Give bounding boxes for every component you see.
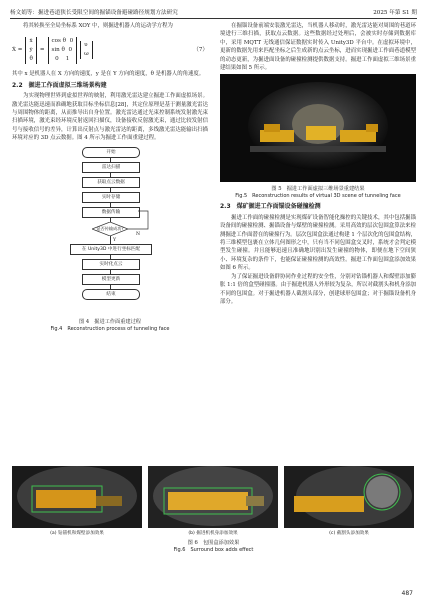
flow-realtime: 实时化点云 xyxy=(82,259,140,270)
flow-get-cloud: 获取点云数据 xyxy=(82,177,140,188)
figure-5-caption-en: Fig.5 Reconstruction results of virtual 3D scene of tunneling face xyxy=(235,193,401,200)
figure-5-scene-image xyxy=(220,74,416,182)
paragraph: 为了保证掘进设备群协同作业过程的安全性，分别对钻锚机器人和煤壁添加膨胀 1:1 倍的盒型碰撞器。由于掘进机器人外形较为复杂，所以对截割头和机身添加不同的包围盒。对于掘进机器人截割头部分，创建球形包围盒；对于掘锚设备机身部分。 xyxy=(220,273,416,305)
flow-end: 结束 xyxy=(82,289,140,300)
flow-arrow xyxy=(110,284,111,289)
figure-6 xyxy=(12,466,415,554)
page-number: 487 xyxy=(401,590,413,597)
equation-number: （7） xyxy=(193,47,208,54)
tunnel-render xyxy=(220,74,416,182)
figure-6-c-caption: (c) 截割头添加效果 xyxy=(329,531,369,536)
flow-decision: 是否传输成功? xyxy=(96,225,124,231)
paragraph: 为实现物理世界到虚拟世界的映射，利用激光雷达建立掘进工作面虚拟场景。激光雷达能迅速而准确地获取目标坐标信息[28]，其定位原理是基于测量激光雷达与周围物体的距离，从而推导出自身位置。激光雷达通过光束控制系统发射激光束扫描环境，激光束经环境反射返回扫描仪，设备接收反射激光束，通过比较发射信号与接收信号的差异，计算出反射点与激光雷达的距离，多线激光雷达能输出扫描环境对应的 3D 点云数据。图 4 所示为掘进工作面重建过程。 xyxy=(12,93,208,142)
flow-unity: 在 Unity3D 中进行坐标匹配 xyxy=(70,244,152,255)
figure-6-panels xyxy=(12,466,415,536)
flow-model: 模型更新 xyxy=(82,274,140,285)
figure-6-b-image xyxy=(148,466,278,528)
paragraph: 其中 x 是机器人在 X 方向的速度，y 是在 Y 方向的速度，θ 是机器人的角速度。 xyxy=(12,71,205,78)
figure-6-caption-en: Fig.6 Surround box adds effect xyxy=(173,547,254,553)
section-heading-2-2: 2.2 掘进工作面虚拟三维场景构建 xyxy=(12,81,107,89)
figure-6-c-image xyxy=(284,466,414,528)
left-column xyxy=(12,22,208,333)
flow-no-label: N xyxy=(136,231,141,237)
figure-6-b xyxy=(148,466,278,536)
figure-6-a xyxy=(12,466,142,536)
right-column xyxy=(220,22,416,306)
flow-process: 数据传输 xyxy=(82,207,140,218)
flow-no-loop xyxy=(128,207,158,231)
figure-4-flowchart xyxy=(12,147,208,317)
header-issue: 2025 年第 S1 期 xyxy=(373,10,417,16)
figure-5-caption-cn: 图 5 掘进工作面虚拟三维场景重建结果 xyxy=(271,186,365,193)
equation-7 xyxy=(12,32,208,68)
figure-4-caption-cn: 图 4 掘进工作面重建过程 xyxy=(78,318,141,325)
flow-start: 开始 xyxy=(82,147,140,158)
figure-6-a-caption: (a) 钻锚机和煤壁添加效果 xyxy=(50,531,104,536)
header-title: 杨文娟等：掘进巷道狭长受限空间的掘锚设备避碰路径规划方法研究 xyxy=(10,10,178,16)
flow-scan: 雷达扫描 xyxy=(82,162,140,173)
paragraph: 在掘锚设备前端安装激光雷达，当机器人移动时，激光雷达能对周围的巷道环境进行三维扫描，获取点云数据。这些数据经过处理后，会被实时存储到数据库中，采用 MQTT 无线通信保证数据实时传入 Unity3D 平台中。在虚拟环境中，更新的数据先用来匹配坐标之后生成新的点云坐标，进而实现掘进工作面巷道模型的动态更新，为掘进面设备的碰撞检测提供数据支持。掘进工作面虚拟三维场景重建结果如图 5 所示。 xyxy=(220,23,416,72)
figure-6-a-image xyxy=(12,466,142,528)
figure-6-c xyxy=(284,466,414,536)
figure-6-b-caption: (b) 掘进机机身添加效果 xyxy=(188,531,238,536)
flow-save: 实时存储 xyxy=(82,192,140,203)
flow-yes-label: Y xyxy=(113,237,117,243)
paragraph: 将其转换至全局坐标系 XOY 中，则掘进机器人的运动学方程为 xyxy=(23,23,173,29)
figure-6-caption-cn: 图 6 包围盒添加效果 xyxy=(187,540,240,546)
equation-matrix: Ẋ = ẋ ẏ θ̇ = cos θ 0 sin θ 0 0 1 υ ω xyxy=(12,37,93,64)
running-header xyxy=(10,7,417,17)
header-rule xyxy=(10,18,417,19)
flow-arrow xyxy=(110,236,111,244)
paragraph: 掘进工作面的碰撞检测是实现煤矿设备智能化操控的关键技术，其中包括掘锚设备间的碰撞检测、掘锚设备与煤壁的碰撞检测。采用高效的层次包围盒算法来检测掘进工作面潜在的碰撞行为。层次包围盒法通过构建 1 个层次化的包围盒结构，将三维模型包裹在立体几何图形之中，只有当不同包围盒交叉时，系统才会判定模型发生碰撞。并且能够迅速且准确地识别出发生碰撞的物体，即便在地下空间狭小、环境复杂的条件下，也能保证碰撞检测的高效性。掘进工作面包围盒添加效果如图 6 所示。 xyxy=(220,214,416,272)
figure-4-caption-en: Fig.4 Reconstruction process of tunneling face xyxy=(50,325,170,332)
section-heading-2-3: 2.3 煤矿掘进工作面锚设备碰撞检测 xyxy=(220,203,321,211)
